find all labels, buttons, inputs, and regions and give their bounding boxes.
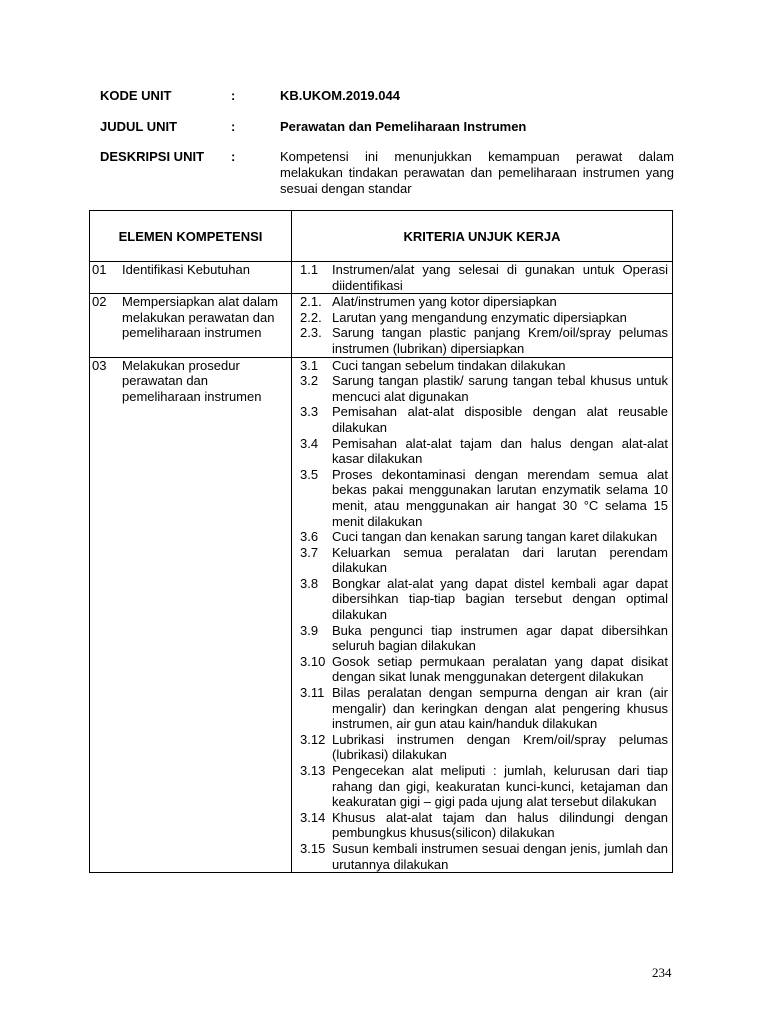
- criteria-text: Gosok setiap permukaan peralatan yang dapat disikat dengan sikat lunak menggunakan detergent dilakukan: [332, 653, 668, 685]
- element-number: 01: [92, 262, 107, 277]
- kode-unit-value: KB.UKOM.2019.044: [280, 88, 400, 103]
- criteria-item: [292, 529, 668, 545]
- kode-unit-colon: :: [231, 88, 236, 103]
- criteria-text: Pengecekan alat meliputi : jumlah, kelurusan dari tiap rahang dan gigi, keakuratan kunci-kunci, ketajaman dan keakuratan gigi – gigi pada ujung alat tersebut dilakukan: [332, 763, 668, 810]
- criteria-number: 3.4: [300, 435, 319, 451]
- criteria-text: Buka pengunci tiap instrumen agar dapat dibersihkan seluruh bagian dilakukan: [332, 622, 668, 654]
- criteria-item: [292, 436, 668, 467]
- criteria-item: [292, 262, 668, 293]
- element-cell: [90, 262, 292, 294]
- criteria-item: [292, 325, 668, 356]
- criteria-number: 3.1: [300, 357, 319, 373]
- criteria-number: 3.7: [300, 544, 319, 560]
- criteria-text: Cuci tangan sebelum tindakan dilakukan: [332, 357, 566, 373]
- criteria-number: 1.1: [300, 262, 319, 277]
- element-number: 02: [92, 294, 107, 310]
- criteria-number: 3.3: [300, 404, 319, 420]
- table-body: [90, 262, 673, 873]
- element-text: Mempersiapkan alat dalam melakukan perawatan dan pemeliharaan instrumen: [122, 294, 279, 341]
- criteria-number: 3.2: [300, 373, 319, 389]
- criteria-item: [292, 467, 668, 529]
- criteria-item: [292, 358, 668, 374]
- criteria-text: Keluarkan semua peralatan dari larutan perendam dilakukan: [332, 544, 668, 576]
- criteria-number: 3.14: [300, 809, 326, 825]
- header-elemen-kompetensi: ELEMEN KOMPETENSI: [90, 211, 292, 262]
- deskripsi-unit-colon: :: [231, 149, 236, 164]
- criteria-item: [292, 576, 668, 623]
- criteria-text: Cuci tangan dan kenakan sarung tangan karet dilakukan: [332, 529, 658, 545]
- criteria-cell: [292, 294, 673, 357]
- kode-unit-label: KODE UNIT: [100, 88, 172, 103]
- criteria-text: Bilas peralatan dengan sempurna dengan air kran (air mengalir) dan keringkan dengan alat pengering khusus instrumen, air gun atau kain/handuk dilakukan: [332, 685, 668, 732]
- criteria-item: [292, 404, 668, 435]
- competency-table: [89, 210, 673, 873]
- criteria-cell: [292, 262, 673, 294]
- table-row: [90, 294, 673, 357]
- criteria-number: 3.10: [300, 653, 326, 669]
- element-text: Identifikasi Kebutuhan: [122, 262, 250, 277]
- criteria-text: Alat/instrumen yang kotor dipersiapkan: [332, 294, 557, 310]
- criteria-item: [292, 810, 668, 841]
- criteria-text: Pemisahan alat-alat disposible dengan alat reusable dilakukan: [332, 404, 668, 435]
- page-number: 234: [652, 965, 672, 980]
- table-row: [90, 357, 673, 873]
- table-header-row: [90, 211, 673, 262]
- criteria-number: 3.12: [300, 731, 326, 747]
- criteria-text: Larutan yang mengandung enzymatic dipersiapkan: [332, 309, 627, 325]
- criteria-number: 3.6: [300, 529, 319, 545]
- deskripsi-unit-value: Kompetensi ini menunjukkan kemampuan perawat dalam melakukan tindakan perawatan dan pemeliharaan instrumen yang sesuai dengan standar: [280, 149, 674, 196]
- criteria-number: 2.2.: [300, 309, 322, 325]
- criteria-text: Lubrikasi instrumen dengan Krem/oil/spray pelumas (lubrikasi) dilakukan: [332, 731, 668, 763]
- criteria-number: 3.9: [300, 622, 319, 638]
- criteria-item: [292, 763, 668, 810]
- criteria-number: 3.15: [300, 840, 326, 856]
- judul-unit-value: Perawatan dan Pemeliharaan Instrumen: [280, 119, 527, 134]
- criteria-text: Bongkar alat-alat yang dapat distel kembali agar dapat dibersihkan tiap-tiap bagian tersebut dengan optimal dilakukan: [332, 575, 668, 623]
- criteria-item: [292, 623, 668, 654]
- criteria-cell: [292, 357, 673, 873]
- table-row: [90, 262, 673, 294]
- deskripsi-unit-label: DESKRIPSI UNIT: [100, 149, 205, 164]
- judul-unit-colon: :: [231, 119, 236, 134]
- judul-unit-label: JUDUL UNIT: [100, 119, 178, 134]
- element-text: Melakukan prosedur perawatan dan pemeliharaan instrumen: [122, 357, 262, 404]
- criteria-number: 3.11: [300, 685, 325, 701]
- criteria-number: 3.5: [300, 466, 319, 482]
- criteria-item: [292, 841, 668, 872]
- header-kriteria-unjuk-kerja: KRITERIA UNJUK KERJA: [292, 211, 673, 262]
- criteria-text: Susun kembali instrumen sesuai dengan jenis, jumlah dan urutannya dilakukan: [332, 840, 668, 872]
- element-cell: [90, 294, 292, 357]
- criteria-item: [292, 685, 668, 732]
- criteria-text: Instrumen/alat yang selesai di gunakan untuk Operasi diidentifikasi: [332, 262, 668, 293]
- criteria-number: 2.1.: [300, 294, 322, 310]
- criteria-text: Sarung tangan plastic panjang Krem/oil/spray pelumas instrumen (lubrikan) dipersiapkan: [332, 325, 668, 356]
- criteria-item: [292, 294, 668, 310]
- element-cell: [90, 357, 292, 873]
- criteria-text: Khusus alat-alat tajam dan halus dilindungi dengan pembungkus khusus(silicon) dilakukan: [332, 809, 668, 841]
- criteria-item: [292, 654, 668, 685]
- criteria-number: 3.8: [300, 575, 319, 591]
- criteria-text: Sarung tangan plastik/ sarung tangan tebal khusus untuk mencuci alat digunakan: [332, 373, 668, 404]
- criteria-number: 3.13: [300, 763, 326, 778]
- criteria-text: Proses dekontaminasi dengan merendam semua alat bekas pakai menggunakan larutan enzymatik selama 10 menit, atau menggunakan air hangat 30 °C selama 15 menit dilakukan: [332, 466, 668, 529]
- criteria-item: [292, 310, 668, 326]
- criteria-item: [292, 373, 668, 404]
- criteria-item: [292, 545, 668, 576]
- criteria-text: Pemisahan alat-alat tajam dan halus dengan alat-alat kasar dilakukan: [332, 435, 668, 467]
- criteria-number: 2.3.: [300, 325, 322, 341]
- element-number: 03: [92, 357, 107, 373]
- criteria-item: [292, 732, 668, 763]
